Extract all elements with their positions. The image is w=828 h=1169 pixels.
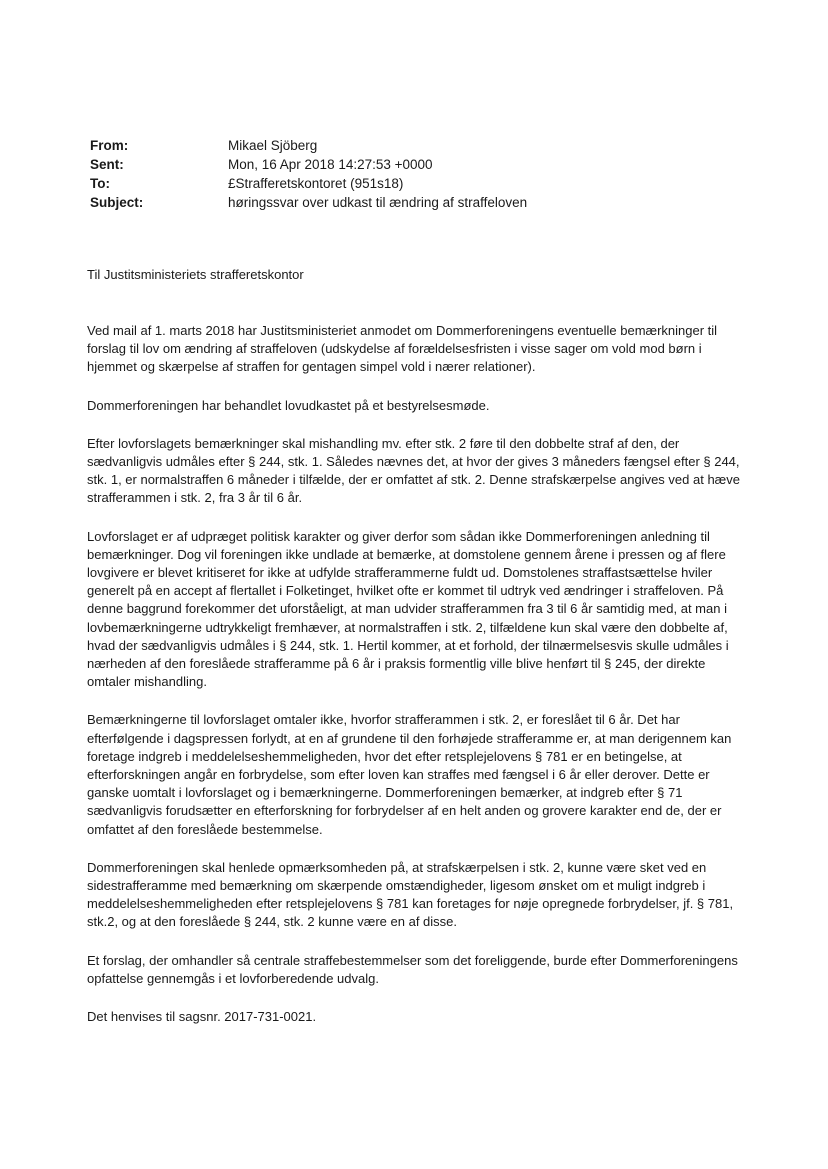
from-value: Mikael Sjöberg	[228, 138, 318, 153]
paragraph: Lovforslaget er af udpræget politisk karakter og giver derfor som sådan ikke Dommerforeningen anledning til bemærkninger. Dog vil foreningen ikke undlade at bemærke, at domstolene gennem årene i pressen og af flere lovgivere er blevet kritiseret for ikke at udfylde strafferammerne fuldt ud. Domstolenes straffastsættelse hviler generelt på en accept af flertallet i Folketinget, hvilket ofte er kommet til udtryk ved ændringer i straffeloven. På denne baggrund forekommer det uforståeligt, at man udvider strafferammen fra 3 til 6 år samtidig med, at man i lovbemærkningerne udtrykkeligt fremhæver, at normalstraffen i stk. 2, tilfældene kun skal være den dobbelte af, hvad der sædvanligvis udmåles i § 244, stk. 1. Hertil kommer, at et forhold, der tilnærmelsesvis skulle udmåles i nærheden af den foreslåede strafferamme på 6 år i praksis formentlig ville blive henført til § 245, der direkte omtaler mishandling.	[87, 528, 729, 690]
sent-value: Mon, 16 Apr 2018 14:27:53 +0000	[228, 157, 433, 172]
paragraph: Efter lovforslagets bemærkninger skal mishandling mv. efter stk. 2 føre til den dobbelte straf af den, der sædvanligvis udmåles efter § 244, stk. 1. Således nævnes det, at hvor der gives 3 måneders fængsel efter § 244, stk. 1, er normalstraffen 6 måneder i tilfælde, der er omfattet af stk. 2. Denne strafskærpelse angives ved at hæve strafferammen i stk. 2, fra 3 år til 6 år.	[87, 435, 740, 506]
letter-body	[87, 322, 747, 1046]
paragraph: Dommerforeningen har behandlet lovudkastet på et bestyrelsesmøde.	[87, 397, 490, 413]
subject-label: Subject:	[90, 195, 144, 210]
to-value: £Strafferetskontoret (951s18)	[228, 176, 404, 191]
greeting: Til Justitsministeriets strafferetskontor	[87, 267, 304, 282]
sent-label: Sent:	[90, 157, 124, 172]
from-row	[90, 136, 790, 155]
to-label: To:	[90, 176, 110, 191]
subject-value: høringssvar over udkast til ændring af straffeloven	[228, 195, 528, 210]
paragraph: Dommerforeningen skal henlede opmærksomheden på, at strafskærpelsen i stk. 2, kunne være sket ved en sidestrafferamme med bemærkning om skærpende omstændigheder, ligesom ønsket om et muligt indgreb i meddelelseshemmeligheden efter retsplejelovens § 781 kan foretages for nøje opregnede forbrydelser, jf. § 781, stk.2, og at den foreslåede § 244, stk. 2 kunne være en af disse.	[87, 859, 734, 930]
from-label: From:	[90, 138, 129, 153]
to-row	[90, 174, 790, 193]
email-header	[90, 136, 790, 212]
paragraph: Ved mail af 1. marts 2018 har Justitsministeriet anmodet om Dommerforeningens eventuelle bemærkninger til forslag til lov om ændring af straffeloven (udskydelse af forældelsesfristen i visse sager om vold mod børn i hjemmet og skærpelse af straffen for gentagen simpel vold i nærer relationer).	[87, 323, 718, 375]
subject-row	[90, 193, 790, 212]
sent-row	[90, 155, 790, 174]
paragraph: Bemærkningerne til lovforslaget omtaler ikke, hvorfor strafferammen i stk. 2, er foreslået til 6 år. Det har efterfølgende i dagspressen forlydt, at en af grundene til den forhøjede strafferamme er, at man derigennem kan foretage indgreb i meddelelseshemmeligheden, hvor det efter retsplejelovens § 781 er en betingelse, at efterforskningen angår en forbrydelse, som efter loven kan straffes med fængsel i 6 år eller derover. Dette er ganske uomtalt i lovforslaget og i bemærkningerne. Dommerforeningen bemærker, at indgreb efter § 71 sædvanligvis forudsætter en efterforskning for forbrydelser af en helt anden og grovere karakter end de, der er omfattet af den foreslåede bestemmelse.	[87, 712, 732, 837]
paragraph: Det henvises til sagsnr. 2017-731-0021.	[87, 1009, 317, 1025]
paragraph: Et forslag, der omhandler så centrale straffebestemmelser som det foreliggende, burde efter Dommerforeningens opfattelse gennemgås i et lovforberedende udvalg.	[87, 952, 738, 986]
